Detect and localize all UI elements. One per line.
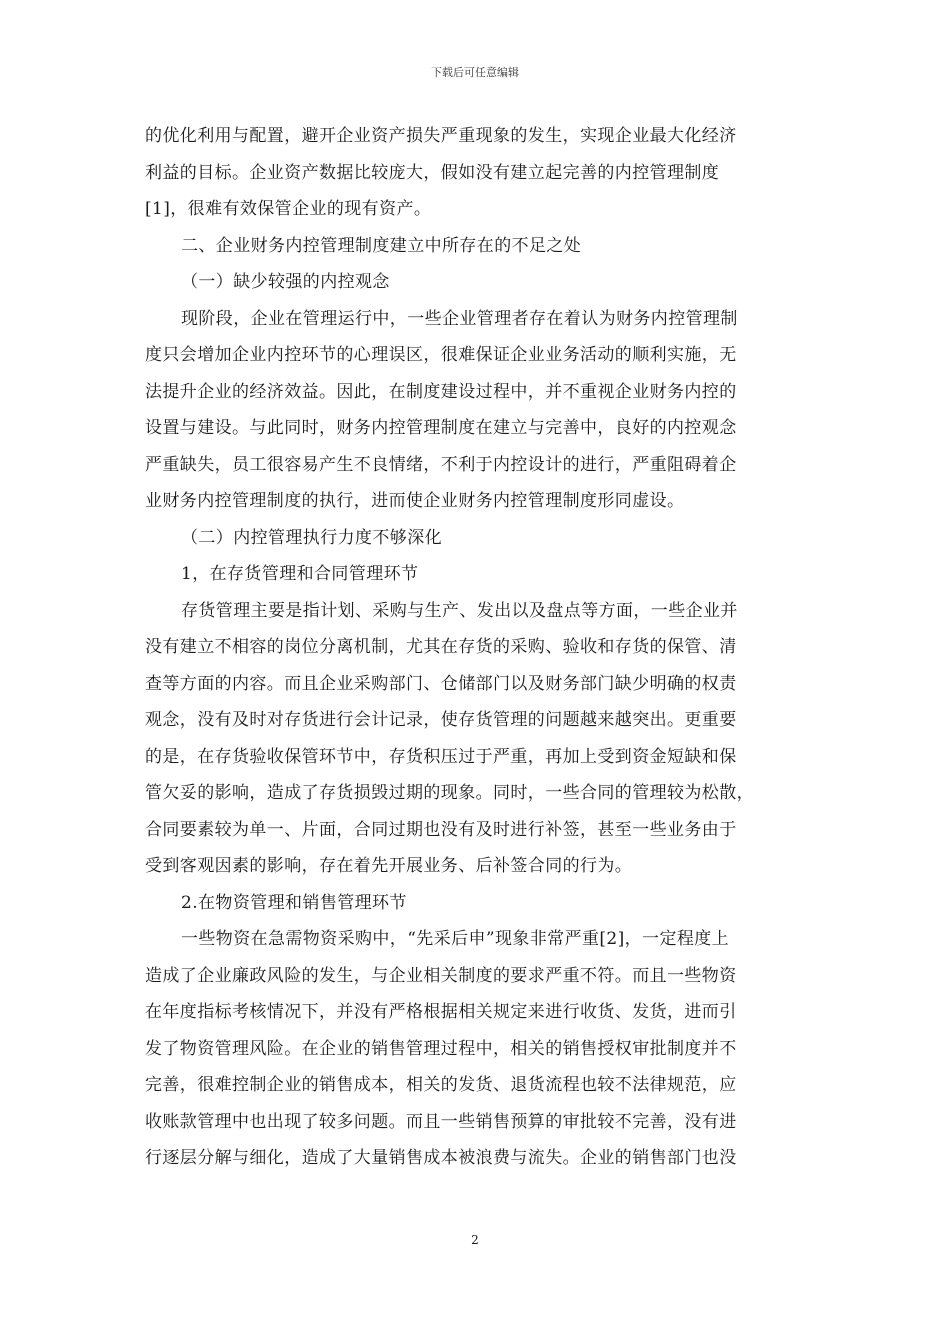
text-line: 法提升企业的经济效益。因此，在制度建设过程中，并不重视企业财务内控的: [145, 381, 737, 402]
text-line: 业财务内控管理制度的执行，进而使企业财务内控管理制度形同虚设。: [145, 491, 685, 511]
text-line: 现阶段，企业在管理运行中，一些企业管理者存在着认为财务内控管理制: [181, 308, 738, 329]
text-line: 度只会增加企业内控环节的心理误区，很难保证企业业务活动的顺利实施，无: [145, 345, 737, 365]
text-line: 1，在存货管理和合同管理环节: [181, 564, 419, 584]
text-line: 在年度指标考核情况下，并没有严格根据相关规定来进行收货、发货，进而引: [145, 1002, 737, 1022]
text-line: 收账款管理中也出现了较多问题。而且一些销售预算的审批较不完善，没有进: [145, 1111, 737, 1132]
text-line: 一些物资在急需物资采购中，“先采后申”现象非常严重[2]，一定程度上: [181, 929, 730, 949]
text-line: （一）缺少较强的内控观念: [181, 272, 390, 292]
text-line: 查等方面的内容。而且企业采购部门、仓储部门以及财务部门缺少明确的权责: [145, 673, 737, 694]
text-line: 存货管理主要是指计划、采购与生产、发出以及盘点等方面，一些企业并: [181, 600, 738, 621]
text-line: 管欠妥的影响，造成了存货损毁过期的现象。同时，一些合同的管理较为松散，: [145, 783, 754, 803]
text-line: 行逐层分解与细化，造成了大量销售成本被浪费与流失。企业的销售部门也没: [145, 1148, 737, 1168]
page-header: 下载后可任意编辑: [431, 66, 519, 79]
text-line: 造成了企业廉政风险的发生，与企业相关制度的要求严重不符。而且一些物资: [145, 965, 737, 986]
text-line: 合同要素较为单一、片面，合同过期也没有及时进行补签，甚至一些业务由于: [145, 819, 737, 840]
text-line: 受到客观因素的影响，存在着先开展业务、后补签合同的行为。: [145, 856, 633, 876]
text-line: 设置与建设。与此同时，财务内控管理制度在建立与完善中，良好的内控观念: [145, 418, 737, 438]
document-body: [145, 118, 807, 1177]
text-line: 利益的目标。企业资产数据比较庞大，假如没有建立起完善的内控管理制度: [145, 162, 720, 183]
text-line: 的是，在存货验收保管环节中，存货积压过于严重，再加上受到资金短缺和保: [145, 746, 737, 767]
text-line: （二）内控管理执行力度不够深化: [181, 527, 442, 548]
page-number: 2: [471, 1233, 479, 1247]
text-line: 完善，很难控制企业的销售成本，相关的发货、退货流程也较不法律规范，应: [145, 1075, 737, 1095]
text-line: 没有建立不相容的岗位分离机制，尤其在存货的采购、验收和存货的保管、清: [145, 637, 737, 657]
text-line: 发了物资管理风险。在企业的销售管理过程中，相关的销售授权审批制度并不: [145, 1038, 737, 1059]
text-line: 的优化利用与配置，避开企业资产损失严重现象的发生，实现企业最大化经济: [145, 126, 737, 146]
text-line: 严重缺失，员工很容易产生不良情绪，不利于内控设计的进行，严重阻碍着企: [145, 454, 737, 475]
text-line: 二、企业财务内控管理制度建立中所存在的不足之处: [181, 235, 582, 256]
text-line: 2.在物资管理和销售管理环节: [181, 892, 407, 913]
text-line: [1]，很难有效保管企业的现有资产。: [145, 199, 432, 219]
text-line: 观念，没有及时对存货进行会计记录，使存货管理的问题越来越突出。更重要: [145, 710, 737, 730]
